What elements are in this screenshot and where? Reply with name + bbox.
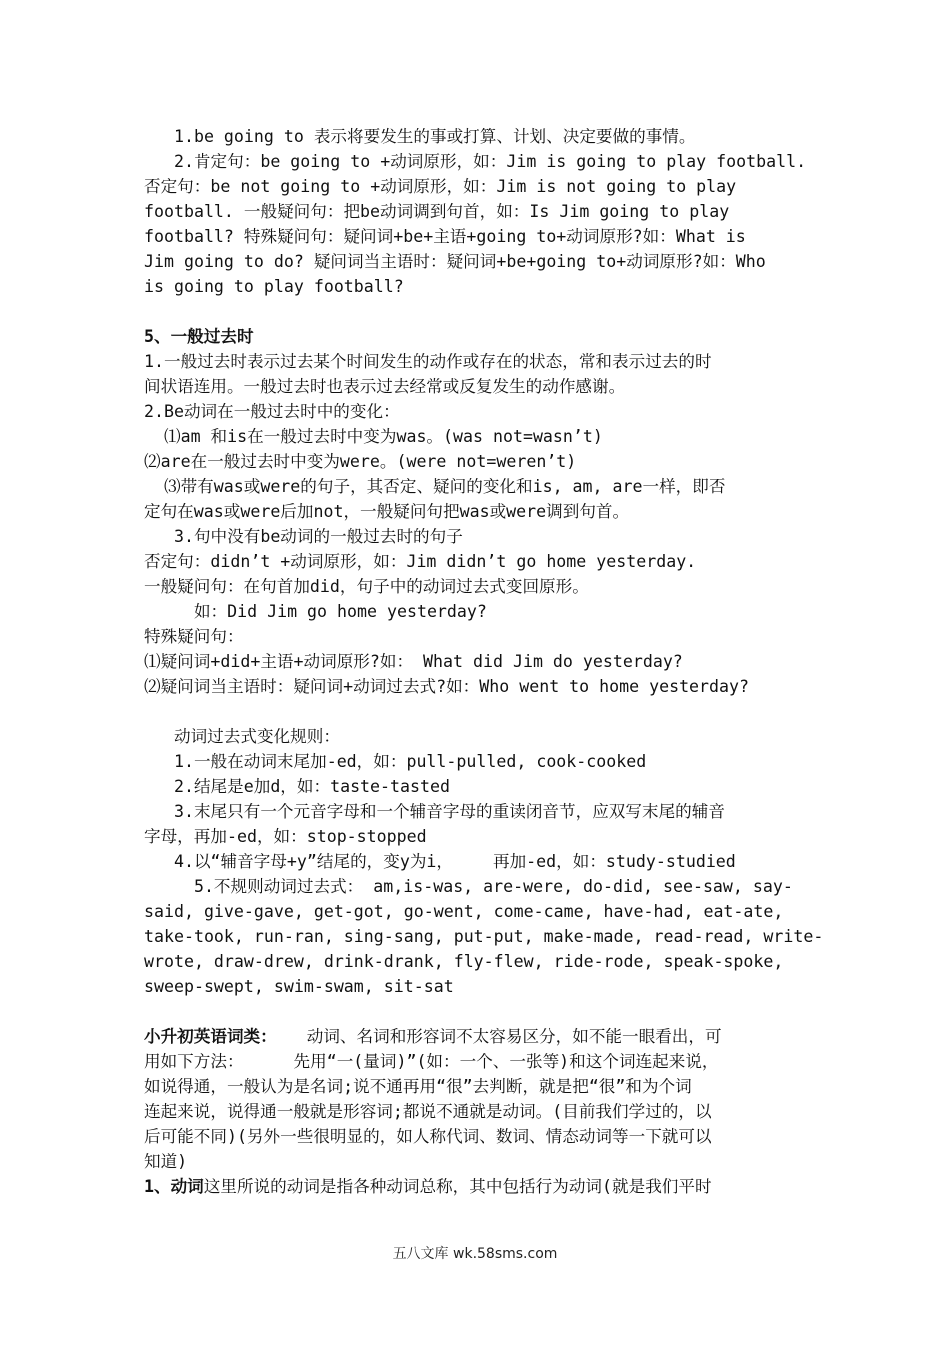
text-line: 5.不规则动词过去式： am,is-was, are-were, do-did, see-saw, say- [144,877,793,896]
text-line: take-took, run-ran, sing-sang, put-put, make-made, read-read, write- [144,927,824,946]
text-line: 如：Did Jim go home yesterday? [144,602,487,621]
text-line: 1.一般过去时表示过去某个时间发生的动作或存在的状态，常和表示过去的时 [144,352,712,371]
text-line: 1.be going to 表示将要发生的事或打算、计划、决定要做的事情。 [144,127,696,146]
text-line: sweep-swept, swim-swam, sit-sat [144,977,454,996]
verb-heading-line [144,1174,712,1199]
text-line: is going to play football? [144,277,404,296]
text-line: 否定句：be not going to +动词原形，如：Jim is not going to play [144,177,737,196]
text-line: 用如下方法： 先用“一(量词)”(如：一个、一张等)和这个词连起来说， [144,1052,719,1071]
text-line: 间状语连用。一般过去时也表示过去经常或反复发生的动作感谢。 [144,377,626,396]
text-line: 动词过去式变化规则： [144,727,340,746]
text-line: 定句在was或were后加not，一般疑问句把was或were调到句首。 [144,502,630,521]
text-line: 3.句中没有be动词的一般过去时的句子 [144,527,463,546]
text-line: 3.末尾只有一个元音字母和一个辅音字母的重读闭音节，应双写末尾的辅音 [144,802,725,821]
text-line: ⑶带有was或were的句子，其否定、疑问的变化和is, am, are一样，即否 [144,477,726,496]
text-line: 一般疑问句：在句首加did，句子中的动词过去式变回原形。 [144,577,589,596]
text-span: 动词、名词和形容词不太容易区分，如不能一眼看出，可 [276,1027,722,1046]
text-line: ⑵疑问词当主语时：疑问词+动词过去式?如：Who went to home yesterday? [144,677,749,696]
text-line: ⑴am 和is在一般过去时中变为was。(was not=wasn’t) [144,427,603,446]
text-line: ⑴疑问词+did+主语+动词原形?如： What did Jim do yesterday? [144,652,683,671]
page-footer: 五八文库 wk.58sms.com [392,1246,558,1262]
text-line: said, give-gave, get-got, go-went, come-came, have-had, eat-ate, [144,902,784,921]
text-line: wrote, draw-drew, drink-drank, fly-flew, ride-rode, speak-spoke, [144,952,784,971]
text-line: football? 特殊疑问句：疑问词+be+主语+going to+动词原形?如：What is [144,227,746,246]
text-line: 4.以“辅音字母+y”结尾的，变y为i， 再加-ed，如：study-studied [144,852,736,871]
text-span: 这里所说的动词是指各种动词总称，其中包括行为动词(就是我们平时 [203,1177,712,1196]
text-line: football. 一般疑问句：把be动词调到句首，如：Is Jim going to play [144,202,730,221]
text-line: 字母，再加-ed，如：stop-stopped [144,827,427,846]
text-line: Jim going to do? 疑问词当主语时：疑问词+be+going to+动词原形?如：Who [144,252,766,271]
text-line: 如说得通，一般认为是名词;说不通再用“很”去判断，就是把“很”和为个词 [144,1077,692,1096]
text-line: 连起来说，说得通一般就是形容词;都说不通就是动词。(目前我们学过的，以 [144,1102,712,1121]
text-line: 知道) [144,1152,188,1171]
text-line: 后可能不同)(另外一些很明显的，如人称代词、数词、情态动词等一下就可以 [144,1127,712,1146]
section-heading-past-tense: 5、一般过去时 [144,327,254,346]
section-heading-verbs: 1、动词 [144,1177,204,1196]
text-line: 2.Be动词在一般过去时中的变化： [144,402,400,421]
text-line: 特殊疑问句： [144,627,244,646]
text-line: 否定句：didn’t +动词原形，如：Jim didn’t go home yesterday. [144,552,697,571]
text-line: 1.一般在动词末尾加-ed，如：pull-pulled, cook-cooked [144,752,647,771]
section-heading-word-classes: 小升初英语词类： [144,1027,277,1046]
text-line: ⑵are在一般过去时中变为were。(were not=weren’t) [144,452,577,471]
text-line: 2.肯定句：be going to +动词原形，如：Jim is going to play football. [144,152,807,171]
vocab-heading-line [144,1024,722,1049]
text-line: 2.结尾是e加d，如：taste-tasted [144,777,450,796]
